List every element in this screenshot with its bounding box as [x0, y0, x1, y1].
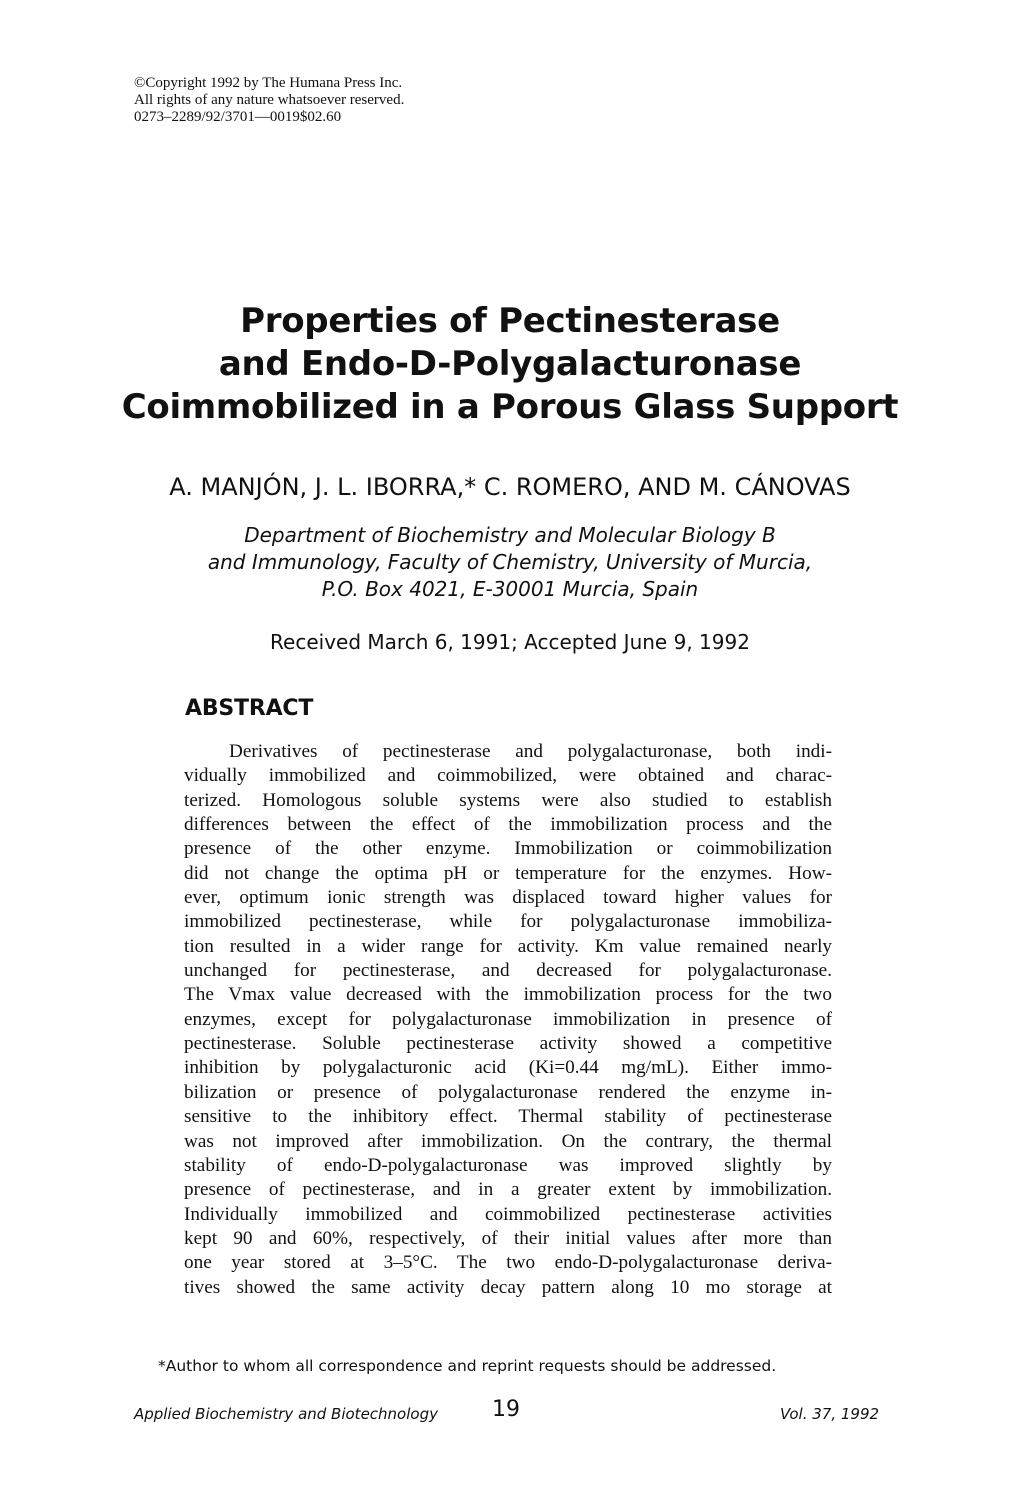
issn-line: 0273–2289/92/3701—0019$02.60 [134, 109, 342, 125]
abstract-line: did not change the optima pH or temperature for the enzymes. How- [184, 862, 832, 884]
affiliation-line: P.O. Box 4021, E-30001 Murcia, Spain [321, 577, 699, 601]
abstract-line: Individually immobilized and coimmobilized pectinesterase activities [184, 1203, 832, 1225]
abstract-line: presence of pectinesterase, and in a greater extent by immobilization. [184, 1179, 832, 1201]
article-title [0, 300, 1020, 429]
abstract-line: pectinesterase. Soluble pectinesterase activity showed a competitive [184, 1033, 832, 1055]
author-list: A. MANJÓN, J. L. IBORRA,* C. ROMERO, AND M. CÁNOVAS [169, 473, 851, 501]
abstract-line: sensitive to the inhibitory effect. Thermal stability of pectinesterase [184, 1106, 832, 1128]
abstract-line: ever, optimum ionic strength was displaced toward higher values for [184, 887, 832, 909]
abstract-line: immobilized pectinesterase, while for polygalacturonase immobiliza- [184, 911, 832, 933]
affiliation [0, 522, 1020, 603]
rights-line: All rights of any nature whatsoever reserved. [134, 92, 405, 108]
abstract-line: was not improved after immobilization. On the contrary, the thermal [184, 1130, 832, 1152]
author-footnote: *Author to whom all correspondence and reprint requests should be addressed. [158, 1357, 777, 1375]
abstract-heading: ABSTRACT [185, 696, 314, 721]
title-line: and Endo-D-Polygalacturonase [218, 344, 802, 384]
abstract-line: unchanged for pectinesterase, and decreased for polygalacturonase. [184, 960, 832, 982]
abstract-line: bilization or presence of polygalacturonase rendered the enzyme in- [184, 1081, 832, 1103]
affiliation-line: Department of Biochemistry and Molecular Biology B [244, 523, 776, 547]
volume-info: Vol. 37, 1992 [780, 1405, 880, 1423]
title-line: Coimmobilized in a Porous Glass Support [121, 387, 899, 427]
received-dates: Received March 6, 1991; Accepted June 9, 1992 [270, 630, 750, 654]
abstract-line: enzymes, except for polygalacturonase immobilization in presence of [184, 1008, 832, 1030]
abstract-line: Derivatives of pectinesterase and polygalacturonase, both indi- [229, 741, 832, 762]
abstract-line: presence of the other enzyme. Immobilization or coimmobilization [184, 838, 832, 860]
abstract-line: differences between the effect of the immobilization process and the [184, 814, 832, 836]
title-line: Properties of Pectinesterase [240, 301, 780, 341]
abstract-line: The Vmax value decreased with the immobilization process for the two [184, 984, 832, 1006]
abstract-line: tion resulted in a wider range for activity. Km value remained nearly [184, 935, 832, 957]
affiliation-line: and Immunology, Faculty of Chemistry, University of Murcia, [207, 550, 813, 574]
abstract-line: vidually immobilized and coimmobilized, were obtained and charac- [184, 765, 832, 787]
page-number: 19 [492, 1397, 520, 1422]
copyright-line: ©Copyright 1992 by The Humana Press Inc. [134, 75, 403, 91]
abstract-body [184, 740, 832, 1300]
abstract-line: one year stored at 3–5°C. The two endo-D-polygalacturonase deriva- [184, 1252, 832, 1274]
abstract-line: tives showed the same activity decay pattern along 10 mo storage at [184, 1276, 832, 1298]
abstract-line: inhibition by polygalacturonic acid (Ki=0.44 mg/mL). Either immo- [184, 1057, 832, 1079]
journal-name: Applied Biochemistry and Biotechnology [134, 1405, 438, 1423]
copyright-notice [134, 75, 404, 126]
abstract-line: kept 90 and 60%, respectively, of their initial values after more than [184, 1227, 832, 1249]
abstract-line: stability of endo-D-polygalacturonase was improved slightly by [184, 1154, 832, 1176]
abstract-line: terized. Homologous soluble systems were also studied to establish [184, 789, 832, 811]
